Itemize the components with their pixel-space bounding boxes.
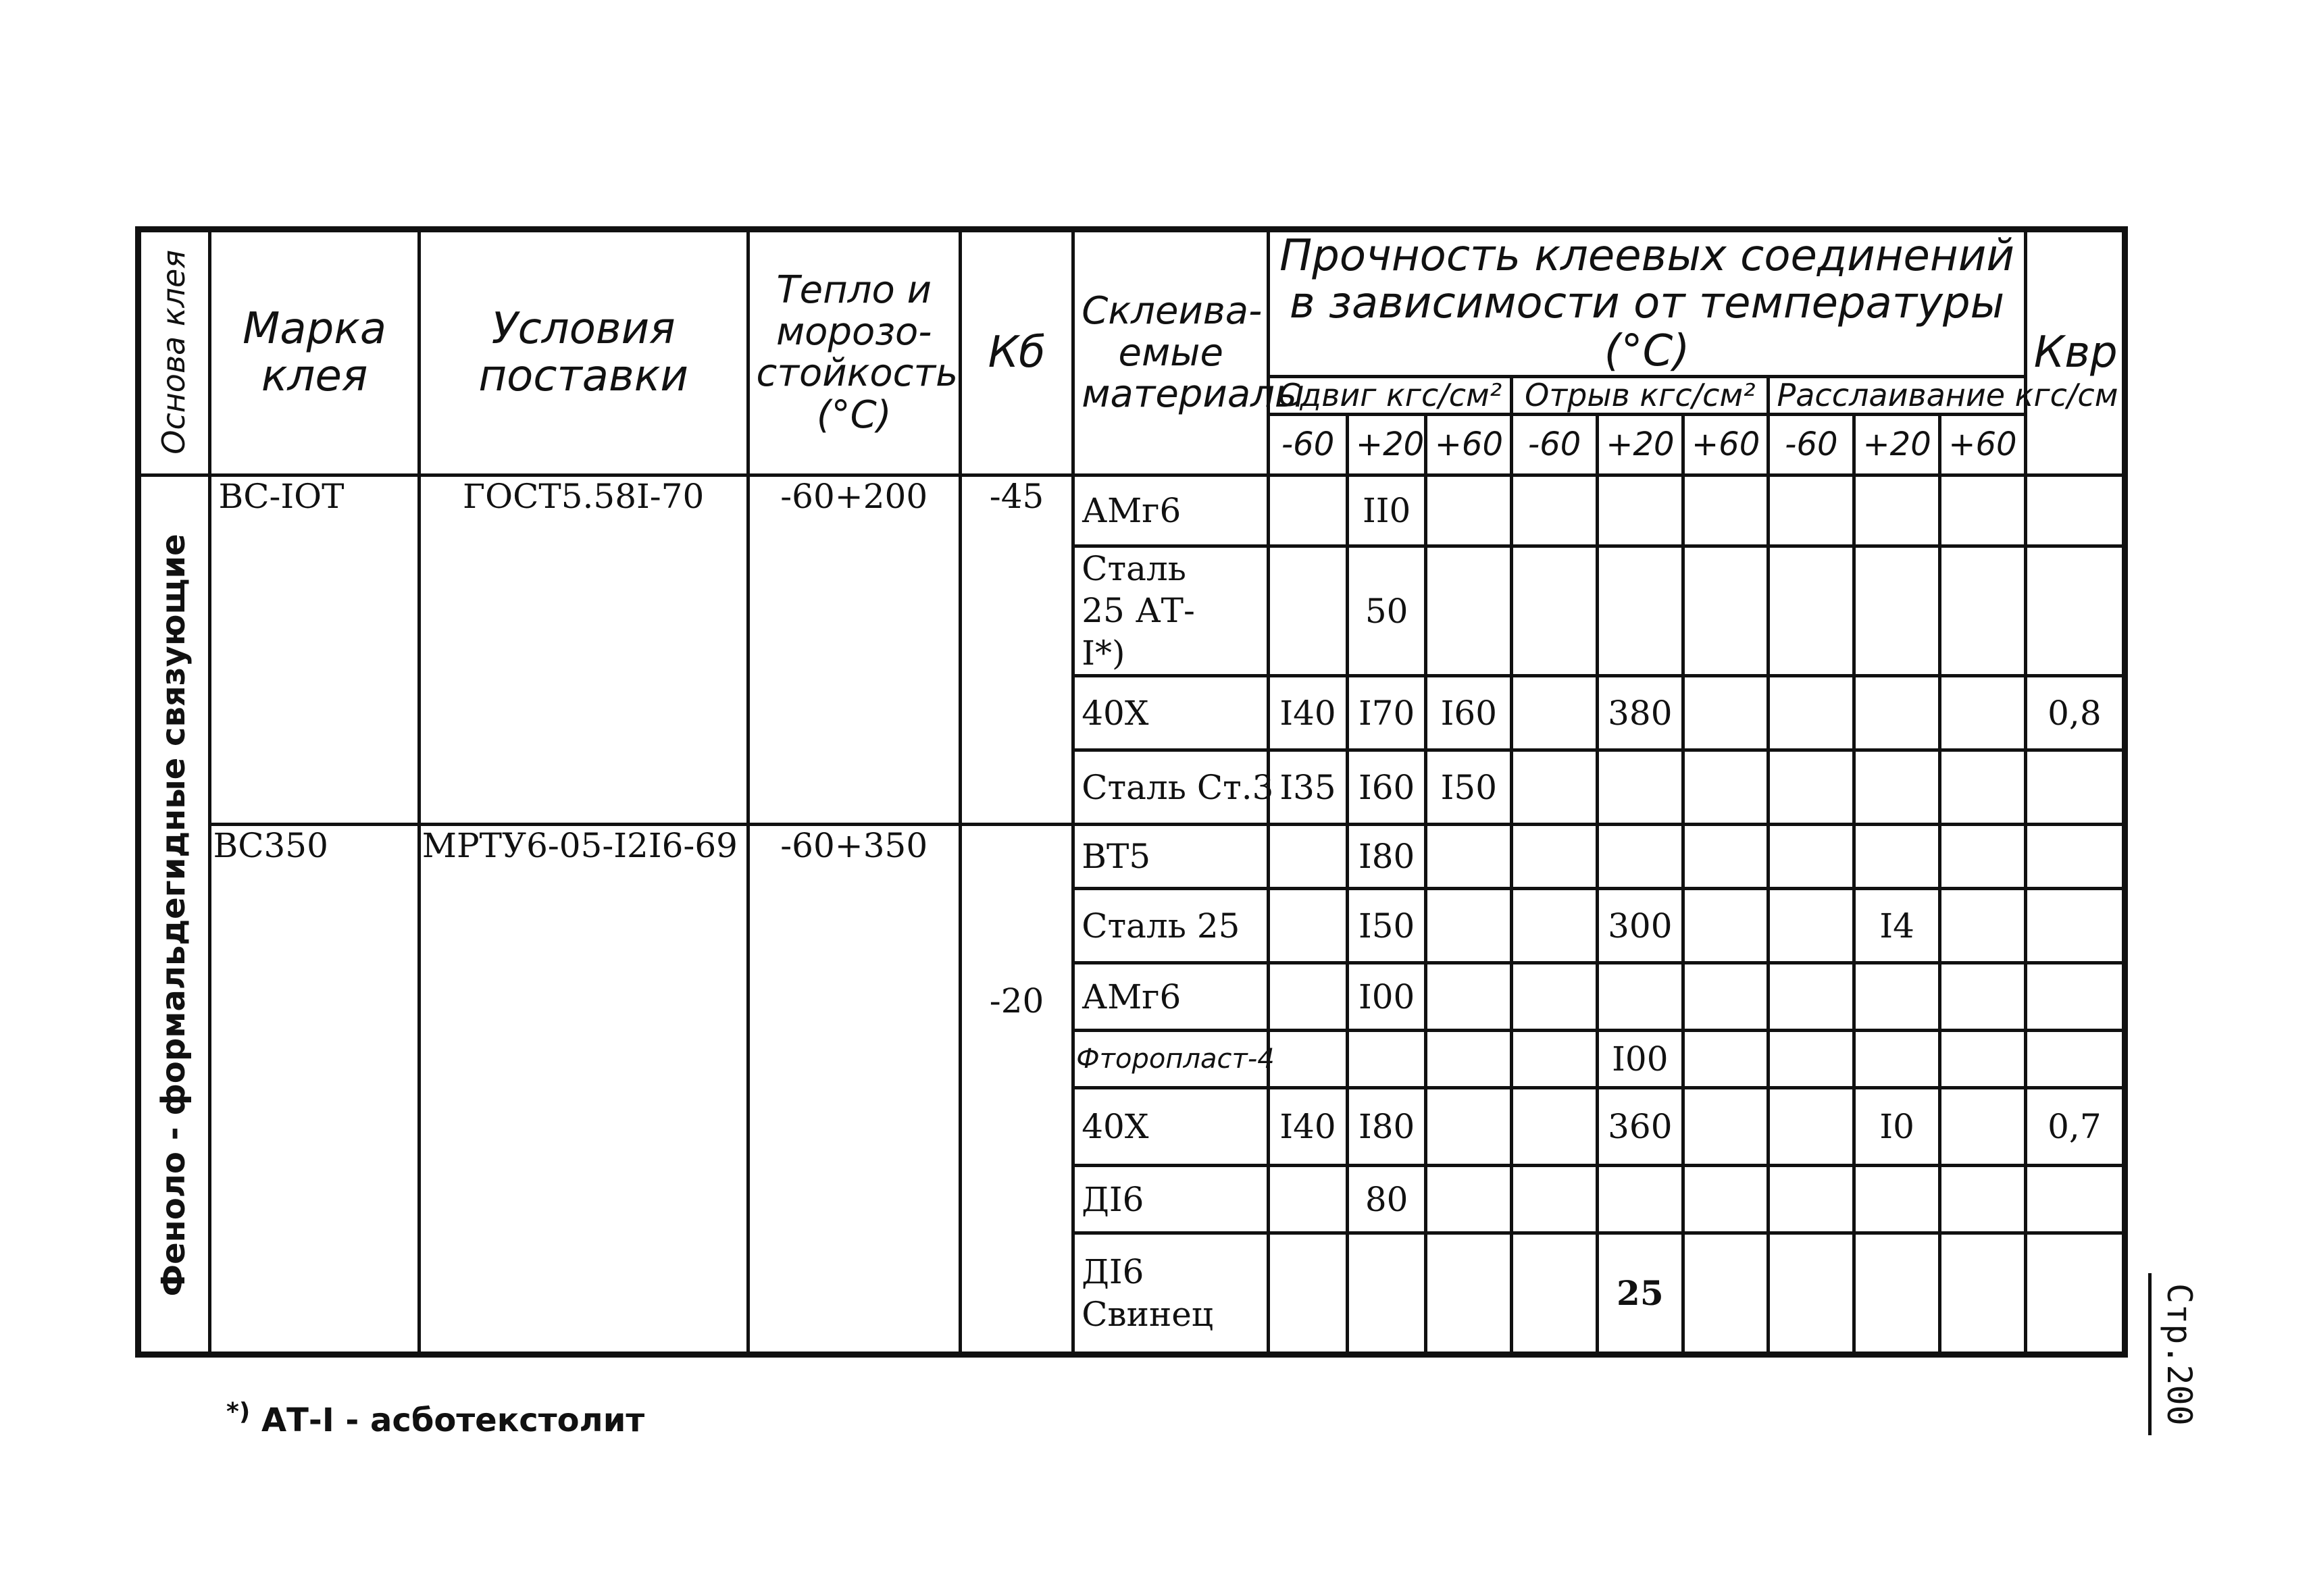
value-cell: 80 xyxy=(1347,1166,1426,1233)
material-cell: Фторопласт-4 xyxy=(1073,1031,1269,1088)
value-cell xyxy=(1769,889,1854,963)
value-cell xyxy=(1683,475,1769,546)
value-cell xyxy=(1426,963,1512,1031)
value-cell xyxy=(1597,1166,1683,1233)
value-cell xyxy=(1939,750,2025,825)
value-cell xyxy=(1939,1233,2025,1355)
value-cell: I00 xyxy=(1597,1031,1683,1088)
header-temp: -60 xyxy=(1269,414,1348,475)
value-cell xyxy=(1512,1166,1598,1233)
value-cell xyxy=(1512,1031,1598,1088)
value-cell xyxy=(1597,963,1683,1031)
kvr-cell xyxy=(2025,889,2125,963)
value-cell xyxy=(1683,1166,1769,1233)
value-cell xyxy=(1426,889,1512,963)
value-cell xyxy=(1683,1031,1769,1088)
resistance-cell: -60+200 xyxy=(748,475,960,825)
value-cell xyxy=(1269,825,1348,889)
header-peel: Отрыв кгс/см² xyxy=(1512,377,1769,415)
material-cell xyxy=(1073,1233,1269,1355)
kvr-cell xyxy=(2025,546,2125,676)
brand-cell: ВС-IOТ xyxy=(210,475,419,825)
header-temp: +20 xyxy=(1347,414,1426,475)
value-cell xyxy=(1939,963,2025,1031)
resistance-cell: -60+350 xyxy=(748,825,960,1355)
value-cell: I00 xyxy=(1347,963,1426,1031)
value-cell xyxy=(1597,475,1683,546)
kb-cell: -20 xyxy=(960,825,1073,1355)
header-temp: +60 xyxy=(1939,414,2025,475)
kvr-cell xyxy=(2025,475,2125,546)
material-name: Сталь 25 АТ-I*) xyxy=(1082,548,1195,673)
value-cell xyxy=(1939,889,2025,963)
value-cell xyxy=(1426,475,1512,546)
material-cell: ДI6 xyxy=(1073,1166,1269,1233)
supply-cell: МРТУ6-05-I2I6-69 xyxy=(419,825,748,1355)
value-cell xyxy=(1426,1233,1512,1355)
material-cell: 40Х xyxy=(1073,676,1269,750)
value-cell xyxy=(1769,1031,1854,1088)
header-kb: Кб xyxy=(960,230,1073,475)
value-cell xyxy=(1854,750,1940,825)
value-cell: 50 xyxy=(1347,546,1426,676)
value-cell xyxy=(1683,1088,1769,1166)
value-cell xyxy=(1939,546,2025,676)
value-cell: I50 xyxy=(1347,889,1426,963)
value-cell xyxy=(1512,1233,1598,1355)
footnote-text: АТ-I - асботекстолит xyxy=(261,1401,645,1439)
value-cell xyxy=(1939,475,2025,546)
table-row xyxy=(138,825,2125,889)
value-cell xyxy=(1269,475,1348,546)
value-cell xyxy=(1512,676,1598,750)
value-cell xyxy=(1512,825,1598,889)
value-cell xyxy=(1426,1166,1512,1233)
material-cell: Сталь Ст.3 xyxy=(1073,750,1269,825)
value-cell xyxy=(1683,546,1769,676)
value-cell xyxy=(1512,475,1598,546)
kvr-cell: 0,8 xyxy=(2025,676,2125,750)
footnote xyxy=(226,1398,644,1439)
value-cell xyxy=(1683,889,1769,963)
value-cell xyxy=(1269,1166,1348,1233)
value-cell xyxy=(1347,1233,1426,1355)
value-cell xyxy=(1269,1031,1348,1088)
value-cell: I50 xyxy=(1426,750,1512,825)
value-cell xyxy=(1939,676,2025,750)
header-supply: Условия поставки xyxy=(419,230,748,475)
value-cell: I70 xyxy=(1347,676,1426,750)
header-temp: +20 xyxy=(1597,414,1683,475)
kvr-cell xyxy=(2025,825,2125,889)
value-cell xyxy=(1854,963,1940,1031)
value-cell xyxy=(1269,963,1348,1031)
value-cell xyxy=(1269,1233,1348,1355)
value-cell xyxy=(1854,475,1940,546)
value-cell: 380 xyxy=(1597,676,1683,750)
header-temp: +60 xyxy=(1683,414,1769,475)
value-cell xyxy=(1854,546,1940,676)
kb-cell: -45 xyxy=(960,475,1073,825)
material-cell: ВТ5 xyxy=(1073,825,1269,889)
value-cell: I40 xyxy=(1269,676,1348,750)
kvr-cell xyxy=(2025,1233,2125,1355)
value-cell xyxy=(1769,1233,1854,1355)
value-cell xyxy=(1939,825,2025,889)
material-cell: Сталь 25 xyxy=(1073,889,1269,963)
header-temp: -60 xyxy=(1512,414,1598,475)
value-cell xyxy=(1426,1088,1512,1166)
value-cell: I0 xyxy=(1854,1088,1940,1166)
value-cell: I60 xyxy=(1426,676,1512,750)
header-delam: Расслаивание кгс/см xyxy=(1769,377,2025,415)
value-cell xyxy=(1683,676,1769,750)
brand-cell: ВС350 xyxy=(210,825,419,1355)
value-cell xyxy=(1683,1233,1769,1355)
kvr-cell xyxy=(2025,963,2125,1031)
value-cell xyxy=(1939,1166,2025,1233)
value-cell: 360 xyxy=(1597,1088,1683,1166)
header-temp: +20 xyxy=(1854,414,1940,475)
value-cell xyxy=(1769,676,1854,750)
value-cell xyxy=(1854,676,1940,750)
header-shear: Сдвиг кгс/см² xyxy=(1269,377,1512,415)
value-cell xyxy=(1512,546,1598,676)
header-temp: -60 xyxy=(1769,414,1854,475)
value-cell: I80 xyxy=(1347,1088,1426,1166)
kvr-cell xyxy=(2025,1166,2125,1233)
value-cell xyxy=(1512,1088,1598,1166)
kvr-cell xyxy=(2025,750,2125,825)
value-cell xyxy=(1512,963,1598,1031)
value-cell xyxy=(1683,750,1769,825)
value-cell xyxy=(1939,1088,2025,1166)
value-cell xyxy=(1597,825,1683,889)
value-cell xyxy=(1683,963,1769,1031)
value-cell xyxy=(1512,889,1598,963)
value-cell xyxy=(1769,475,1854,546)
value-cell xyxy=(1854,1166,1940,1233)
supply-cell: ГОСТ5.58I-70 xyxy=(419,475,748,825)
header-resistance: Тепло и морозо-стойкость (°С) xyxy=(748,230,960,475)
table-row xyxy=(138,475,2125,546)
value-cell: I80 xyxy=(1347,825,1426,889)
value-cell xyxy=(1512,750,1598,825)
material-cell xyxy=(1073,546,1269,676)
value-cell xyxy=(1269,889,1348,963)
kvr-cell: 0,7 xyxy=(2025,1088,2125,1166)
header-strength: Прочность клеевых соединений в зависимости от температуры (°С) xyxy=(1269,230,2026,377)
value-cell xyxy=(1426,825,1512,889)
value-cell xyxy=(1426,546,1512,676)
adhesive-properties-table xyxy=(135,226,2128,1358)
value-cell xyxy=(1854,1233,1940,1355)
material-cell: 40Х xyxy=(1073,1088,1269,1166)
page-number: Стр.200 xyxy=(2148,1273,2203,1435)
value-cell: 25 xyxy=(1597,1233,1683,1355)
value-cell xyxy=(1769,1088,1854,1166)
value-cell xyxy=(1269,546,1348,676)
value-cell xyxy=(1683,825,1769,889)
value-cell xyxy=(1597,750,1683,825)
value-cell xyxy=(1854,1031,1940,1088)
value-cell xyxy=(1769,750,1854,825)
kvr-cell xyxy=(2025,1031,2125,1088)
header-materials: Склеива-емые материалы xyxy=(1073,230,1269,475)
footnote-mark: *) xyxy=(226,1398,251,1426)
value-cell: I35 xyxy=(1269,750,1348,825)
value-cell xyxy=(1769,825,1854,889)
value-cell xyxy=(1597,546,1683,676)
header-temp: +60 xyxy=(1426,414,1512,475)
material-cell: АМг6 xyxy=(1073,475,1269,546)
value-cell: I60 xyxy=(1347,750,1426,825)
value-cell xyxy=(1854,825,1940,889)
value-cell xyxy=(1769,1166,1854,1233)
value-cell xyxy=(1769,963,1854,1031)
value-cell: 300 xyxy=(1597,889,1683,963)
value-cell xyxy=(1769,546,1854,676)
value-cell xyxy=(1426,1031,1512,1088)
value-cell: I4 xyxy=(1854,889,1940,963)
basis-cell: Феноло - формальдегидные связующие xyxy=(138,475,210,1355)
material-name: ДI6 Свинец xyxy=(1082,1252,1214,1334)
header-basis: Основа клея xyxy=(138,230,210,475)
material-cell: АМг6 xyxy=(1073,963,1269,1031)
value-cell: II0 xyxy=(1347,475,1426,546)
value-cell: I40 xyxy=(1269,1088,1348,1166)
value-cell xyxy=(1939,1031,2025,1088)
value-cell xyxy=(1347,1031,1426,1088)
header-brand: Марка клея xyxy=(210,230,419,475)
header-kvr: Квр xyxy=(2025,230,2125,475)
